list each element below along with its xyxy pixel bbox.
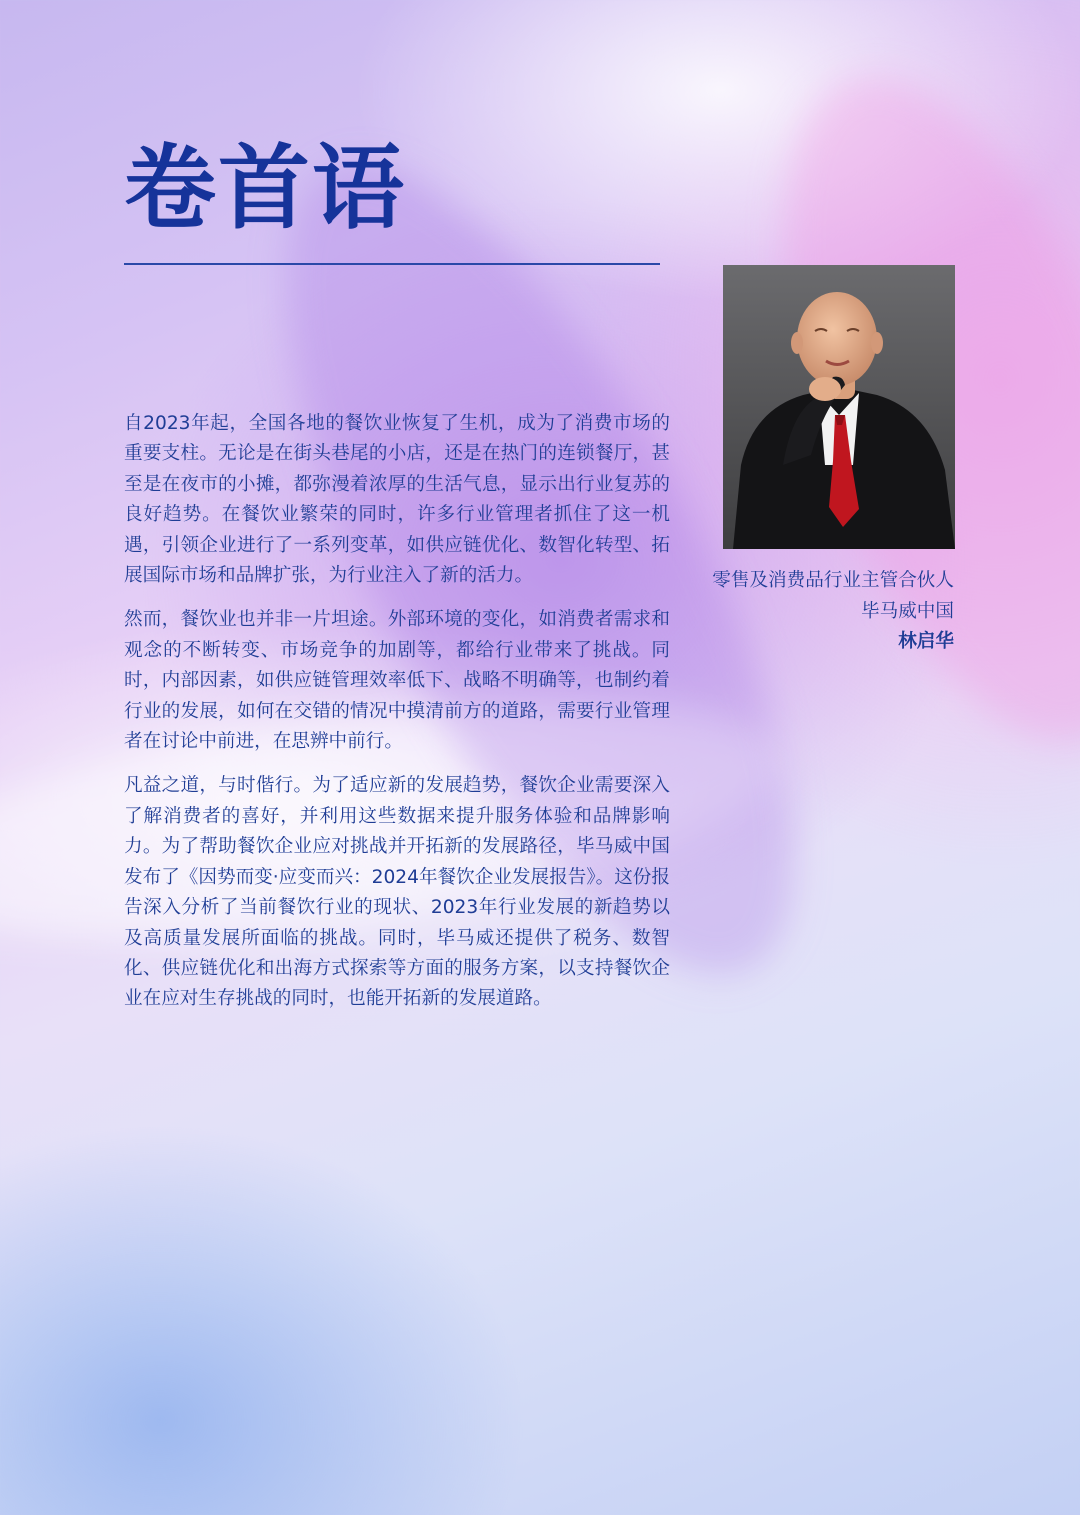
foreword-body xyxy=(124,409,670,1029)
title-divider xyxy=(124,263,660,265)
page-title: 卷首语 xyxy=(124,135,407,242)
paragraph-3: 凡益之道，与时偕行。为了适应新的发展趋势，餐饮企业需要深入了解消费者的喜好，并利用这些数据来提升服务体验和品牌影响力。为了帮助餐饮企业应对挑战并开拓新的发展路径，毕马威中国发布了《因势而变·应变而兴：2024年餐饮企业发展报告》。这份报告深入分析了当前餐饮行业的现状、2023年行业发展的新趋势以及高质量发展所面临的挑战。同时，毕马威还提供了税务、数智化、供应链优化和出海方式探索等方面的服务方案，以支持餐饮企业在应对生存挑战的同时，也能开拓新的发展道路。 xyxy=(124,775,670,1010)
author-caption xyxy=(712,566,954,658)
author-company: 毕马威中国 xyxy=(861,600,954,622)
paragraph-1: 自2023年起，全国各地的餐饮业恢复了生机，成为了消费市场的重要支柱。无论是在街头巷尾的小店，还是在热门的连锁餐厅，甚至是在夜市的小摊，都弥漫着浓厚的生活气息，显示出行业复苏的良好趋势。在餐饮业繁荣的同时，许多行业管理者抓住了这一机遇，引领企业进行了一系列变革，如供应链优化、数智化转型、拓展国际市场和品牌扩张，为行业注入了新的活力。 xyxy=(124,413,670,587)
paragraph-2: 然而，餐饮业也并非一片坦途。外部环境的变化，如消费者需求和观念的不断转变、市场竞争的加剧等，都给行业带来了挑战。同时，内部因素，如供应链管理效率低下、战略不明确等，也制约着行业的发展，如何在交错的情况中摸清前方的道路，需要行业管理者在讨论中前进，在思辨中前行。 xyxy=(124,609,670,753)
author-portrait xyxy=(723,265,955,549)
author-role: 零售及消费品行业主管合伙人 xyxy=(712,570,954,591)
author-name: 林启华 xyxy=(898,631,954,652)
